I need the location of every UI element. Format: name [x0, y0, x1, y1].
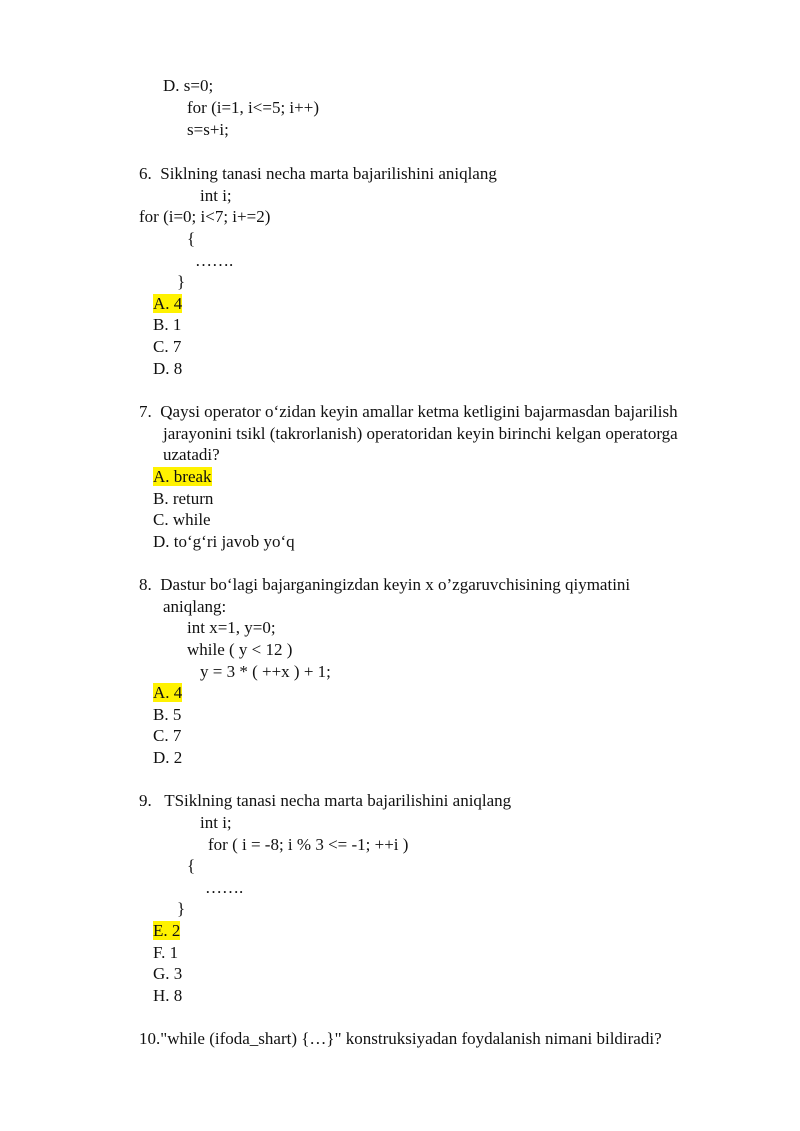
q7-title: jarayonini tsikl (takrorlanish) operatoridan keyin birinchi kelgan operatorga: [163, 424, 678, 443]
q8-code-line: while ( y < 12 ): [187, 640, 293, 659]
q5-code-line: for (i=1, i<=5; i++): [187, 98, 319, 117]
correct-answer-highlight: A. 4: [153, 294, 183, 313]
q6-option-c: C. 7: [153, 337, 182, 356]
q9-title: 9. TSiklning tanasi necha marta bajarilishini aniqlang: [139, 791, 512, 810]
q9-code-line: {: [187, 856, 196, 875]
q6-code-line: …….: [195, 251, 234, 270]
q6-code-line: for (i=0; i<7; i+=2): [139, 207, 271, 226]
correct-answer-highlight: A. break: [153, 467, 212, 486]
q8-title: 8. Dastur bo‘lagi bajarganingizdan keyin x o’zgaruvchisining qiymatini: [139, 575, 631, 594]
q8-option-d: D. 2: [153, 748, 183, 767]
q7-option-a: [153, 467, 212, 487]
q8-code-line: y = 3 * ( ++x ) + 1;: [200, 662, 331, 681]
q9-code-line: int i;: [200, 813, 232, 832]
q8-option-b: B. 5: [153, 705, 182, 724]
q9-code-line: for ( i = -8; i % 3 <= -1; ++i ): [208, 835, 409, 854]
q6-code-line: }: [177, 272, 186, 291]
q8-option-c: C. 7: [153, 726, 182, 745]
q10-title: 10."while (ifoda_shart) {…}" konstruksiyadan foydalanish nimani bildiradi?: [139, 1029, 662, 1048]
q7-title: uzatadi?: [163, 445, 220, 464]
correct-answer-highlight: E. 2: [153, 921, 181, 940]
q7-option-b: B. return: [153, 489, 214, 508]
q9-option-f: F. 1: [153, 943, 179, 962]
q7-option-c: C. while: [153, 510, 211, 529]
q9-option-e: [153, 921, 180, 941]
q9-code-line: …….: [205, 878, 244, 897]
q5-option-d: D. s=0;: [163, 76, 214, 95]
q8-code-line: int x=1, y=0;: [187, 618, 276, 637]
q8-option-a: [153, 683, 182, 703]
q9-option-h: H. 8: [153, 986, 183, 1005]
correct-answer-highlight: A. 4: [153, 683, 183, 702]
q6-option-a: [153, 294, 182, 314]
q8-title: aniqlang:: [163, 597, 227, 616]
q6-code-line: int i;: [200, 186, 232, 205]
q6-code-line: {: [187, 229, 196, 248]
q5-code-line: s=s+i;: [187, 120, 229, 139]
q7-title: 7. Qaysi operator o‘zidan keyin amallar ketma ketligini bajarmasdan bajarilish: [139, 402, 678, 421]
q6-option-d: D. 8: [153, 359, 183, 378]
q9-option-g: G. 3: [153, 964, 183, 983]
q6-option-b: B. 1: [153, 315, 182, 334]
q6-title: 6. Siklning tanasi necha marta bajarilishini aniqlang: [139, 164, 497, 183]
q9-code-line: }: [177, 899, 186, 918]
q7-option-d: D. to‘g‘ri javob yo‘q: [153, 532, 295, 551]
